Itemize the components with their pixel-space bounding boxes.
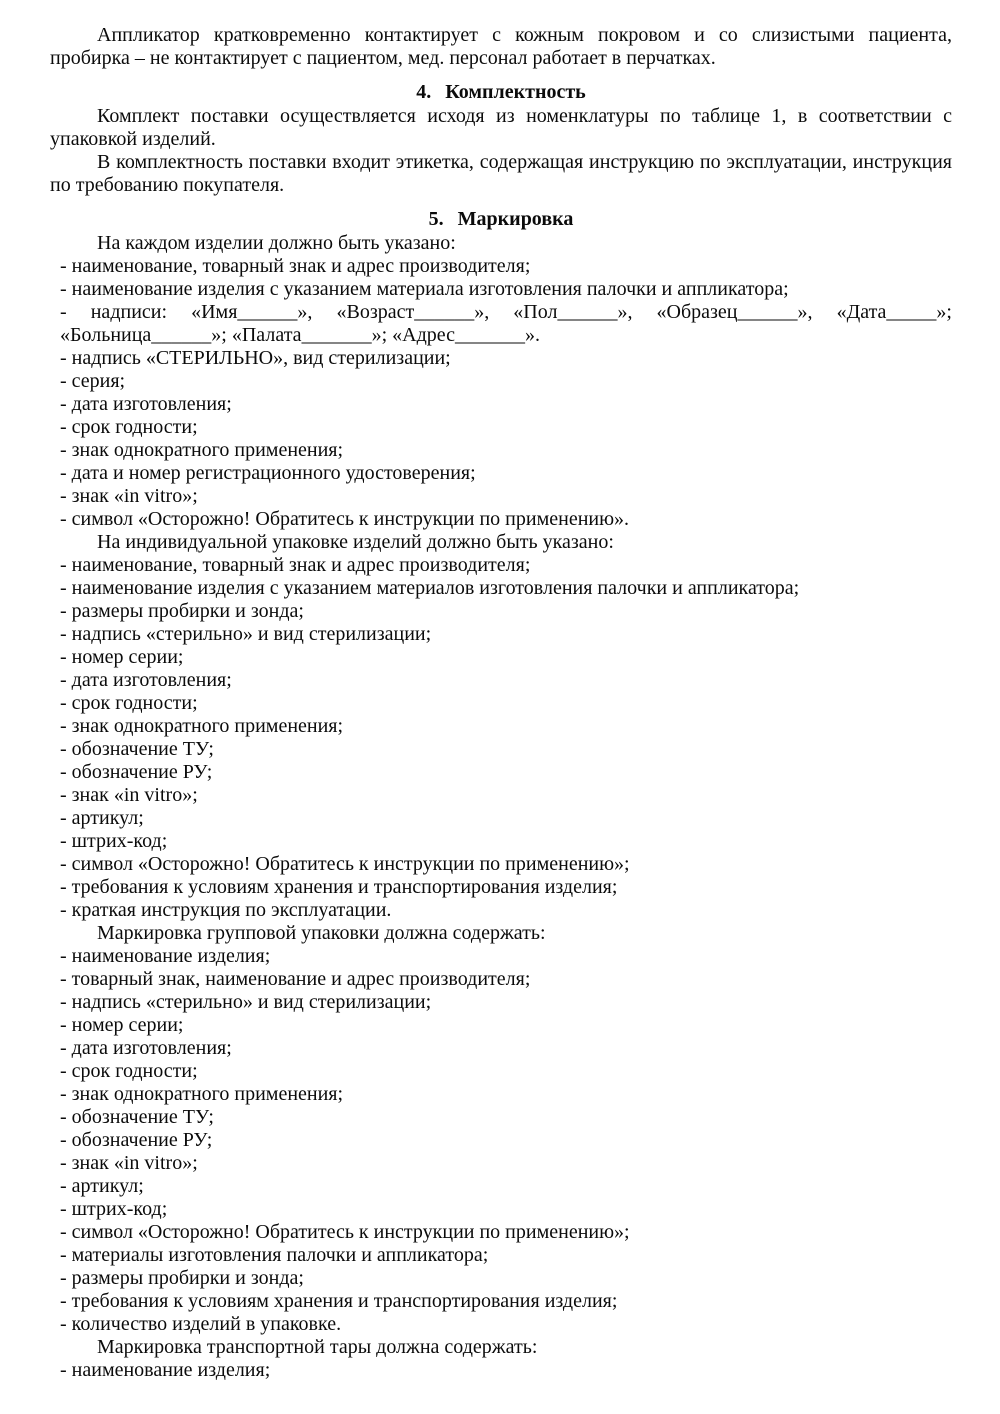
- list-item: - обозначение ТУ;: [60, 1106, 214, 1128]
- list-item: - знак «in vitro»;: [60, 784, 198, 806]
- list-item: - штрих-код;: [60, 1198, 168, 1220]
- list-item: - дата и номер регистрационного удостоверения;: [60, 462, 476, 484]
- list-item: - надпись «стерильно» и вид стерилизации;: [60, 991, 432, 1013]
- paragraph: На каждом изделии должно быть указано:: [97, 232, 456, 254]
- list-item: - наименование, товарный знак и адрес производителя;: [60, 255, 531, 277]
- list-item: - знак «in vitro»;: [60, 1152, 198, 1174]
- section-heading: [50, 208, 952, 231]
- list-item: - дата изготовления;: [60, 1037, 232, 1059]
- list-item: - артикул;: [60, 807, 144, 829]
- list-item: - материалы изготовления палочки и аппликатора;: [60, 1244, 489, 1266]
- list-item: - размеры пробирки и зонда;: [60, 1267, 304, 1289]
- list-item: - артикул;: [60, 1175, 144, 1197]
- list-item: - товарный знак, наименование и адрес производителя;: [60, 968, 531, 990]
- list-item: - серия;: [60, 370, 126, 392]
- list-item: - требования к условиям хранения и транспортирования изделия;: [60, 1290, 618, 1312]
- list-item: - символ «Осторожно! Обратитесь к инструкции по применению»;: [60, 1221, 630, 1243]
- list-item: - дата изготовления;: [60, 669, 232, 691]
- list-item: - дата изготовления;: [60, 393, 232, 415]
- list-item: - срок годности;: [60, 1060, 198, 1082]
- list-item: - надписи: «Имя______», «Возраст______», «Пол______», «Образец______», «Дата_____»; «Больница______»; «Палата_______»; «Адрес_______».: [60, 301, 952, 346]
- paragraph: Маркировка транспортной тары должна содержать:: [97, 1336, 538, 1358]
- list-item: - наименование, товарный знак и адрес производителя;: [60, 554, 531, 576]
- section-number: 5.: [428, 208, 444, 230]
- paragraph: В комплектность поставки входит этикетка, содержащая инструкцию по эксплуатации, инструкция по требованию покупателя.: [50, 151, 952, 196]
- paragraph: Аппликатор кратковременно контактирует с кожным покровом и со слизистыми пациента, пробирка – не контактирует с пациентом, мед. персонал работает в перчатках.: [50, 24, 952, 69]
- list-item: - наименование изделия;: [60, 1359, 271, 1381]
- list-item: - срок годности;: [60, 692, 198, 714]
- section-title: Маркировка: [457, 208, 574, 230]
- list-item: - символ «Осторожно! Обратитесь к инструкции по применению».: [60, 508, 630, 530]
- paragraph: Комплект поставки осуществляется исходя из номенклатуры по таблице 1, в соответствии с упаковкой изделий.: [50, 105, 952, 150]
- list-item: - требования к условиям хранения и транспортирования изделия;: [60, 876, 618, 898]
- list-item: - знак «in vitro»;: [60, 485, 198, 507]
- list-item: - краткая инструкция по эксплуатации.: [60, 899, 392, 921]
- section-heading: [50, 81, 952, 104]
- list-item: - обозначение РУ;: [60, 1129, 213, 1151]
- section-number: 4.: [416, 81, 432, 103]
- section-title: Комплектность: [445, 81, 586, 103]
- list-item: - знак однократного применения;: [60, 439, 344, 461]
- list-item: - надпись «стерильно» и вид стерилизации;: [60, 623, 432, 645]
- list-item: - символ «Осторожно! Обратитесь к инструкции по применению»;: [60, 853, 630, 875]
- list-item: - количество изделий в упаковке.: [60, 1313, 342, 1335]
- paragraph: Маркировка групповой упаковки должна содержать:: [97, 922, 546, 944]
- list-item: - наименование изделия с указанием материалов изготовления палочки и аппликатора;: [60, 577, 800, 599]
- list-item: - наименование изделия с указанием материала изготовления палочки и аппликатора;: [60, 278, 789, 300]
- list-item: - обозначение РУ;: [60, 761, 213, 783]
- list-item: - знак однократного применения;: [60, 715, 344, 737]
- list-item: - знак однократного применения;: [60, 1083, 344, 1105]
- list-item: - штрих-код;: [60, 830, 168, 852]
- paragraph: На индивидуальной упаковке изделий должно быть указано:: [97, 531, 614, 553]
- list-item: - номер серии;: [60, 646, 184, 668]
- list-item: - наименование изделия;: [60, 945, 271, 967]
- list-item: - размеры пробирки и зонда;: [60, 600, 304, 622]
- list-item: - надпись «СТЕРИЛЬНО», вид стерилизации;: [60, 347, 451, 369]
- list-item: - обозначение ТУ;: [60, 738, 214, 760]
- document-content: [50, 24, 952, 1382]
- list-item: - номер серии;: [60, 1014, 184, 1036]
- list-item: - срок годности;: [60, 416, 198, 438]
